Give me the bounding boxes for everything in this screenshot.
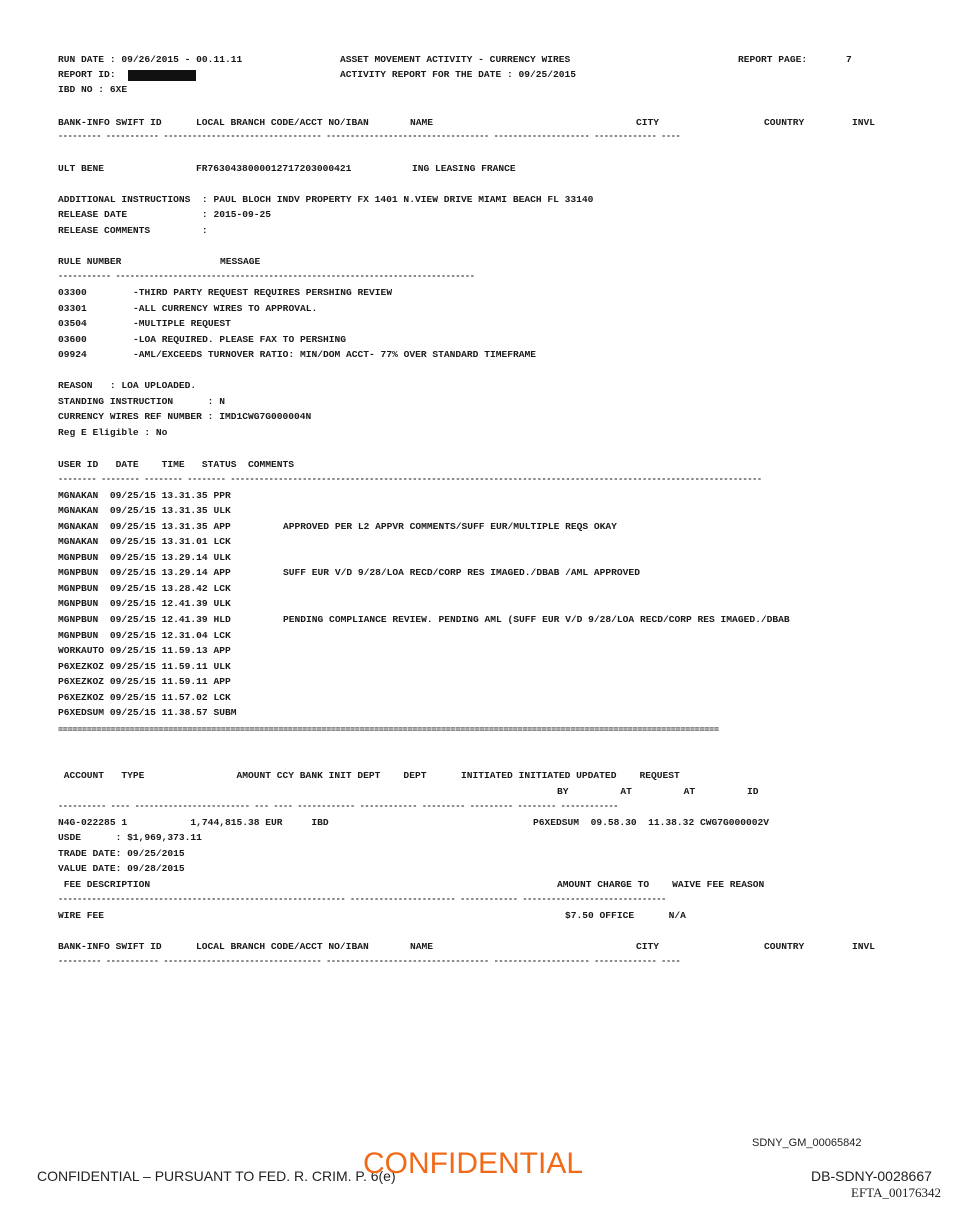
history-entry: P6XEZKOZ 09/25/15 11.59.11 APP bbox=[58, 676, 231, 687]
release-comments: RELEASE COMMENTS : bbox=[58, 225, 208, 236]
fee-name: WIRE FEE bbox=[58, 910, 105, 921]
standing-instruction: STANDING INSTRUCTION : N bbox=[58, 396, 225, 407]
account-header: ACCOUNT TYPE AMOUNT CCY BANK INIT DEPT DEPT INITIATED INITIATED UPDATED REQUEST bbox=[58, 770, 680, 781]
divider: --------- ----------- --------------------------------- ---------------------------------- -------------------- ------------- ---- bbox=[58, 956, 681, 966]
rule-message-header: MESSAGE bbox=[220, 256, 261, 267]
history-entry: MGNPBUN 09/25/15 12.41.39 HLD bbox=[58, 614, 231, 625]
ult-bene-label: ULT BENE bbox=[58, 163, 105, 174]
fee-details: $7.50 OFFICE N/A bbox=[565, 910, 686, 921]
col-local-branch: LOCAL BRANCH CODE/ACCT NO/IBAN bbox=[196, 941, 369, 952]
fee-header-right: AMOUNT CHARGE TO WAIVE FEE REASON bbox=[557, 879, 765, 890]
history-header: USER ID DATE TIME STATUS COMMENTS bbox=[58, 459, 295, 470]
rule-number: 09924 bbox=[58, 349, 87, 360]
history-entry: MGNPBUN 09/25/15 12.41.39 ULK bbox=[58, 598, 231, 609]
divider: ----------- --------------------------------------------------------------------------- bbox=[58, 271, 475, 281]
col-bank-info: BANK-INFO SWIFT ID bbox=[58, 117, 162, 128]
fee-header: FEE DESCRIPTION bbox=[58, 879, 151, 890]
rule-number-header: RULE NUMBER bbox=[58, 256, 122, 267]
rule-message: -LOA REQUIRED. PLEASE FAX TO PERSHING bbox=[133, 334, 347, 345]
rule-message: -THIRD PARTY REQUEST REQUIRES PERSHING REVIEW bbox=[133, 287, 393, 298]
report-subtitle: ACTIVITY REPORT FOR THE DATE : 09/25/2015 bbox=[340, 69, 577, 80]
col-name: NAME bbox=[410, 117, 434, 128]
history-entry: MGNAKAN 09/25/15 13.31.35 ULK bbox=[58, 505, 231, 516]
history-entry: P6XEDSUM 09/25/15 11.38.57 SUBM bbox=[58, 707, 237, 718]
rule-number: 03504 bbox=[58, 318, 87, 329]
history-entry: MGNPBUN 09/25/15 12.31.04 LCK bbox=[58, 630, 231, 641]
run-date: RUN DATE : 09/26/2015 - 00.11.11 bbox=[58, 54, 243, 65]
history-comment: APPROVED PER L2 APPVR COMMENTS/SUFF EUR/MULTIPLE REQS OKAY bbox=[283, 521, 617, 532]
reg-e-eligible: Reg E Eligible : No bbox=[58, 427, 168, 438]
col-invl: INVL bbox=[852, 941, 876, 952]
history-entry: WORKAUTO 09/25/15 11.59.13 APP bbox=[58, 645, 231, 656]
history-entry: MGNPBUN 09/25/15 13.29.14 APP bbox=[58, 567, 231, 578]
trade-date: TRADE DATE: 09/25/2015 bbox=[58, 848, 185, 859]
ult-bene-iban: FR7630438000012717203000421 bbox=[196, 163, 352, 174]
col-city: CITY bbox=[636, 117, 660, 128]
value-date: VALUE DATE: 09/28/2015 bbox=[58, 863, 185, 874]
redaction-box bbox=[128, 70, 196, 81]
rule-message: -AML/EXCEEDS TURNOVER RATIO: MIN/DOM ACCT- 77% OVER STANDARD TIMEFRAME bbox=[133, 349, 537, 360]
confidential-stamp: CONFIDENTIAL bbox=[363, 1147, 584, 1180]
history-entry: MGNAKAN 09/25/15 13.31.01 LCK bbox=[58, 536, 231, 547]
col-local-branch: LOCAL BRANCH CODE/ACCT NO/IBAN bbox=[196, 117, 369, 128]
report-page-number: 7 bbox=[846, 54, 852, 65]
history-entry: P6XEZKOZ 09/25/15 11.59.11 ULK bbox=[58, 661, 231, 672]
account-header-sub: BY AT AT ID bbox=[557, 786, 759, 797]
bates-sdny-gm: SDNY_GM_00065842 bbox=[752, 1137, 862, 1149]
col-bank-info: BANK-INFO SWIFT ID bbox=[58, 941, 162, 952]
reason: REASON : LOA UPLOADED. bbox=[58, 380, 197, 391]
bates-db-sdny: DB-SDNY-0028667 bbox=[811, 1168, 932, 1184]
history-entry: MGNPBUN 09/25/15 13.29.14 ULK bbox=[58, 552, 231, 563]
divider: -------- -------- -------- -------- --------------------------------------------------------------------------------------------------------------- bbox=[58, 474, 762, 484]
history-entry: P6XEZKOZ 09/25/15 11.57.02 LCK bbox=[58, 692, 231, 703]
ref-number: CURRENCY WIRES REF NUMBER : IMD1CWG7G000004N bbox=[58, 411, 312, 422]
rule-number: 03300 bbox=[58, 287, 87, 298]
col-name: NAME bbox=[410, 941, 434, 952]
usde-amount: USDE : $1,969,373.11 bbox=[58, 832, 202, 843]
divider: --------- ----------- --------------------------------- ---------------------------------- -------------------- ------------- ---- bbox=[58, 131, 681, 141]
history-comment: SUFF EUR V/D 9/28/LOA RECD/CORP RES IMAGED./DBAB /AML APPROVED bbox=[283, 567, 640, 578]
account-row-initiator: P6XEDSUM 09.58.30 11.38.32 CWG7G000002V bbox=[533, 817, 770, 828]
release-date: RELEASE DATE : 2015-09-25 bbox=[58, 209, 272, 220]
rule-message: -ALL CURRENCY WIRES TO APPROVAL. bbox=[133, 303, 318, 314]
account-row: N4G-022285 1 1,744,815.38 EUR IBD bbox=[58, 817, 329, 828]
report-title: ASSET MOVEMENT ACTIVITY - CURRENCY WIRES bbox=[340, 54, 571, 65]
history-entry: MGNPBUN 09/25/15 13.28.42 LCK bbox=[58, 583, 231, 594]
confidential-notice: CONFIDENTIAL – PURSUANT TO FED. R. CRIM. P. 6(e) bbox=[37, 1168, 396, 1184]
rule-number: 03600 bbox=[58, 334, 87, 345]
divider: ------------------------------------------------------------ ---------------------- ------------ ------------------------------ bbox=[58, 894, 666, 904]
col-country: COUNTRY bbox=[764, 117, 805, 128]
report-id-label: REPORT ID: bbox=[58, 69, 116, 80]
ult-bene-name: ING LEASING FRANCE bbox=[412, 163, 516, 174]
rule-message: -MULTIPLE REQUEST bbox=[133, 318, 231, 329]
additional-instructions: ADDITIONAL INSTRUCTIONS : PAUL BLOCH INDV PROPERTY FX 1401 N.VIEW DRIVE MIAMI BEACH FL 33140 bbox=[58, 194, 594, 205]
history-entry: MGNAKAN 09/25/15 13.31.35 APP bbox=[58, 521, 231, 532]
divider: ---------- ---- ------------------------ --- ---- ------------ ------------ --------- --------- -------- ------------ bbox=[58, 801, 619, 811]
history-entry: MGNAKAN 09/25/15 13.31.35 PPR bbox=[58, 490, 231, 501]
col-invl: INVL bbox=[852, 117, 876, 128]
double-divider: ========================================================================================================================================== bbox=[58, 725, 719, 735]
report-page-label: REPORT PAGE: bbox=[738, 54, 808, 65]
col-city: CITY bbox=[636, 941, 660, 952]
ibd-number: IBD NO : 6XE bbox=[58, 84, 128, 95]
history-comment: PENDING COMPLIANCE REVIEW. PENDING AML (SUFF EUR V/D 9/28/LOA RECD/CORP RES IMAGED./DBAB bbox=[283, 614, 790, 625]
col-country: COUNTRY bbox=[764, 941, 805, 952]
rule-number: 03301 bbox=[58, 303, 87, 314]
bates-efta: EFTA_00176342 bbox=[851, 1185, 941, 1200]
